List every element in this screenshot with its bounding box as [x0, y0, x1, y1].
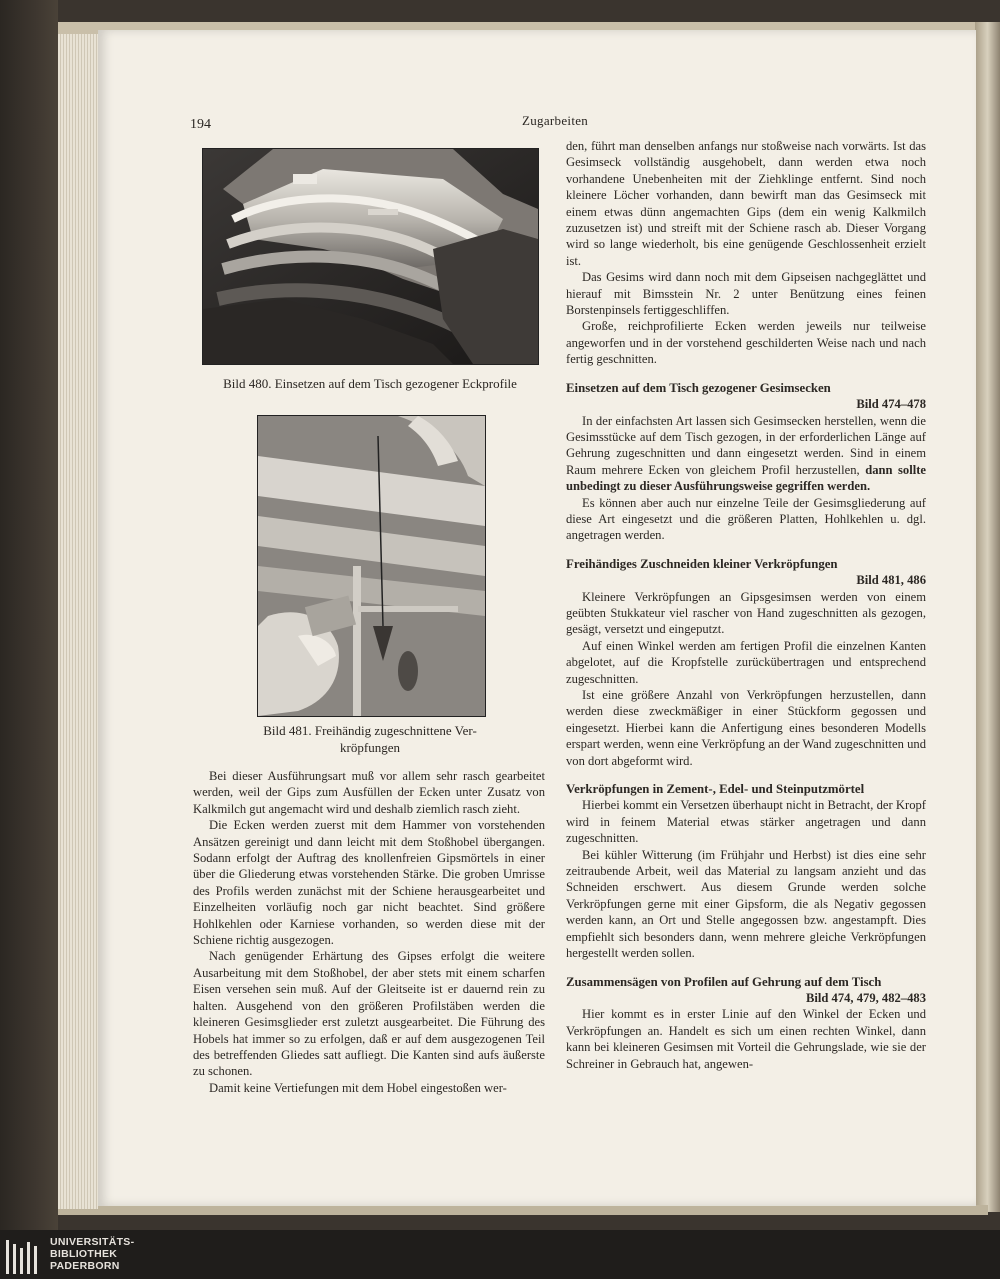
- figure-reference: Bild 474, 479, 482–483: [805, 990, 926, 1005]
- figure-480-caption: Bild 480. Einsetzen auf dem Tisch gezogener Eckprofile: [223, 376, 517, 391]
- section-heading: Freihändiges Zuschneiden kleiner Verkröpfungen: [566, 556, 838, 571]
- paragraph: Bei kühler Witterung (im Frühjahr und Herbst) ist dies eine sehr zeitraubende Arbeit, weil das Material zu langsam anzieht und das Schneiden erschwert. Aus diesem Grunde werden solche Verkröpfungen gerne mit einer Gipsform, die als Negativ gegossen werden kann, an Ort und Stelle angegossen bzw. angestampft. Dies empfiehlt sich besonders dann, wenn mehrere gleiche Verkröpfungen hergestellt werden sollen.: [566, 847, 926, 961]
- book-cover-edge-right: [975, 22, 1000, 1212]
- paragraph: Ist eine größere Anzahl von Verkröpfungen herzustellen, dann werden diese zweckmäßiger in einer Stückform gegossen und eingesetzt. Hierbei kann die Anfertigung eines besonderen Modells erspart werden, wenn eine Verkröpfung an der Wand zugeschnitten und von dort abgeformt wird.: [566, 688, 926, 768]
- figure-reference: Bild 481, 486: [856, 573, 926, 588]
- paragraph-text: In der einfachsten Art lassen sich Gesimsecken herstellen, wenn die Gesimsstücke auf dem Tisch gezogen, in der erforderlichen Länge auf Gehrung zugeschnitten und dann eingesetzt werden. Sind in einem Raum mehrere Ecken von gleichem Profil herzustellen,: [566, 413, 926, 477]
- figure-reference: Bild 474–478: [856, 397, 926, 412]
- paragraph: Damit keine Vertiefungen mit dem Hobel eingestoßen wer-: [209, 1080, 507, 1095]
- page-edges: [58, 34, 98, 1209]
- library-logo-icon: [6, 1238, 44, 1276]
- figure-481-caption-line1: Bild 481. Freihändig zugeschnittene Ver-: [263, 723, 477, 738]
- paragraph: Nach genügender Erhärtung des Gipses erfolgt die weitere Ausarbeitung mit dem Stoßhobel, der aber stets mit einem scharfen Eisen versehen sein muß. Auf der Gleitseite ist er dauernd rein zu halten. Ausgehend von den größeren Profilstäben werden die kleineren Gesimsglieder erst zuletzt ausgearbeitet. Die Führung des Hobels hat immer so zu erfolgen, daß er auf dem ausgezogenen Teil des betreffenden Gliedes satt aufliegt. Die Kanten sind aufs äußerste zu schonen.: [193, 949, 545, 1079]
- right-column-text: [566, 138, 926, 1072]
- figure-481-photo: [257, 415, 486, 717]
- left-column-text: [193, 768, 545, 1096]
- paragraph: Große, reichprofilierte Ecken werden jeweils nur teilweise angeworfen und in der vorstehend geschilderten Weise nach und nach fertig geschnitten.: [566, 319, 926, 367]
- paragraph: Hier kommt es in erster Linie auf den Winkel der Ecken und Verkröpfungen an. Handelt es sich um einen rechten Winkel, dann kann bei kleineren Gesimsen mit Vorteil die Gehrungslade, wie sie der Schreiner in Gebrauch hat, angewen-: [566, 1007, 926, 1071]
- section-heading: Zusammensägen von Profilen auf Gehrung auf dem Tisch: [566, 974, 882, 989]
- paragraph: Auf einen Winkel werden am fertigen Profil die einzelnen Kanten abgelotet, auf die Kropfstelle zurückübertragen und entsprechend zugeschnitten.: [566, 638, 926, 686]
- paragraph: Es können aber auch nur einzelne Teile der Gesimsgliederung auf diese Art eingesetzt und die größeren Platten, Hohlkehlen u. dgl. angetragen werden.: [566, 495, 926, 543]
- figure-481-caption: [245, 722, 495, 756]
- section-heading: Verkröpfungen in Zement-, Edel- und Steinputzmörtel: [566, 782, 865, 797]
- book-cover-edge-bottom: [58, 1205, 988, 1215]
- paragraph: Das Gesims wird dann noch mit dem Gipseisen nachgeglättet und hierauf mit Bimsstein Nr. 2 unter Benützung eines feinen Borstenpinsels fertiggeschliffen.: [566, 270, 926, 318]
- logo-line: PADERBORN: [50, 1260, 120, 1272]
- figure-480-photo: [202, 148, 539, 365]
- figure-481-caption-line2: kröpfungen: [340, 740, 400, 755]
- library-logo-text: [50, 1236, 134, 1272]
- running-head: Zugarbeiten: [522, 113, 589, 128]
- library-footer: [0, 1230, 1000, 1279]
- paragraph: [566, 413, 926, 495]
- plumb-bob-image: [258, 416, 485, 716]
- page-number: 194: [190, 117, 211, 132]
- paragraph: Bei dieser Ausführungsart muß vor allem sehr rasch gearbeitet werden, weil der Gips zum Ausfüllen der Ecken unter Zusatz von Kalkmilch gut angemacht wird und deshalb ziemlich rasch zieht.: [193, 769, 545, 816]
- paragraph: den, führt man denselben anfangs nur stoßweise nach vorwärts. Ist das Gesimseck vollständig ausgehobelt, dann werden etwa noch vorhandene Unebenheiten mit der Ziehklinge entfernt. Sind noch kleinere Löcher vorhanden, dann bewirft man das Gesimseck mit einem etwas dünn angemachten Gips (dem ein wenig Kalkmilch zuzusetzen ist) und streift mit der Schiene rasch ab. Dieser Vorgang wird so lange wiederholt, bis eine genügende Geschlossenheit erzielt ist.: [566, 139, 926, 268]
- paragraph: Kleinere Verkröpfungen an Gipsgesimsen werden von einem geübten Stukkateur viel rascher von Hand zugeschnitten als gezogen, gesägt, versetzt und eingeputzt.: [566, 589, 926, 637]
- logo-line: UNIVERSITÄTS-: [50, 1236, 135, 1248]
- emphasis-text: dann sollte unbedingt zu dieser Ausführungsweise gegriffen werden.: [566, 462, 926, 494]
- book-spine: [0, 0, 58, 1230]
- paragraph: Hierbei kommt ein Versetzen überhaupt nicht in Betracht, der Kropf wird in feinem Material etwas stärker angetragen und dann zugeschnitten.: [566, 798, 926, 846]
- logo-line: BIBLIOTHEK: [50, 1248, 118, 1260]
- section-heading: Einsetzen auf dem Tisch gezogener Gesimsecken: [566, 380, 831, 395]
- cornice-profile-image: [203, 149, 538, 364]
- paragraph: Die Ecken werden zuerst mit dem Hammer von vorstehenden Ansätzen gereinigt und dann leicht mit dem Stoßhobel übergangen. Sodann erfolgt der Auftrag des knollenfreien Gipsmörtels in einer über die Gliederung etwas vorstehenden Stärke. Die groben Umrisse des Profils werden zunächst mit der Schiene herausgearbeitet und Einzelheiten vorläufig noch gar nicht beachtet. Sind größere Hohlkehlen oder Karniese vorhanden, so werden diese mit der Schiene richtig ausgezogen.: [193, 818, 545, 948]
